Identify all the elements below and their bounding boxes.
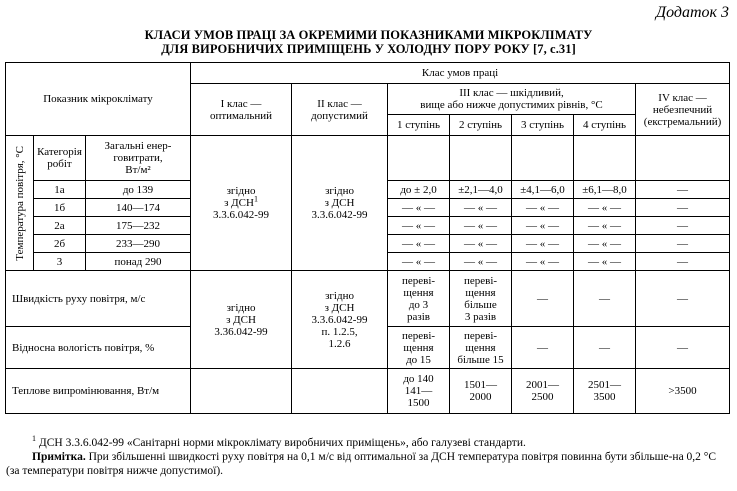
class-4-cell: — — [636, 253, 730, 271]
therm-d2-l2: 2000 — [469, 391, 492, 403]
empty-cell — [388, 136, 450, 181]
hum-d2-l1: переві- — [463, 329, 498, 342]
degree-2-cell: — « — — [450, 253, 512, 271]
sh-class2-l4: п. 1.2.5, — [321, 325, 358, 338]
header-class-2 — [292, 84, 388, 136]
class-1-name: І клас — — [220, 97, 262, 110]
degree-2-cell: — « — — [450, 235, 512, 253]
class-4-name: IV клас — — [658, 91, 707, 104]
degree-4-cell: — « — — [574, 235, 636, 253]
therm-d1-l2: 141— — [404, 385, 433, 397]
class-3-name: ІІІ клас — шкідливий, — [459, 87, 564, 99]
degree-3-cell — [512, 369, 574, 414]
energy-header — [86, 136, 191, 181]
degree-3-cell: — — [512, 327, 574, 369]
header-class-3 — [388, 84, 636, 115]
speed-d2-l2: щення — [465, 286, 496, 299]
degree-2-cell — [450, 369, 512, 414]
category-header-l2: робіт — [47, 158, 72, 170]
hum-d1-l2: щення — [403, 341, 434, 354]
appendix-label: Додаток 3 — [655, 4, 729, 21]
degree-3-cell: — « — — [512, 199, 574, 217]
class-4-cell: — — [636, 217, 730, 235]
energy-header-l3: Вт/м² — [125, 164, 151, 176]
sh-class1-l2: з ДСН — [226, 313, 256, 326]
category-cell: 1а — [34, 181, 86, 199]
category-header — [34, 136, 86, 181]
air-speed-label: Швидкість руху повітря, м/с — [6, 271, 191, 327]
degree-2-cell: — « — — [450, 217, 512, 235]
title-line-1: КЛАСИ УМОВ ПРАЦІ ЗА ОКРЕМИМИ ПОКАЗНИКАМИ МІКРОКЛІМАТУ — [144, 28, 593, 42]
class-3-desc: вище або нижче допустимих рівнів, °С — [420, 99, 603, 111]
category-cell: 2б — [34, 235, 86, 253]
speed-humidity-class-2 — [292, 271, 388, 369]
class-4-cell: — — [636, 271, 730, 327]
degree-1-cell: — « — — [388, 217, 450, 235]
therm-d4-l1: 2501— — [588, 379, 622, 391]
notes — [6, 436, 730, 478]
speed-d2-l3: більше — [464, 298, 497, 311]
table-title — [0, 28, 737, 56]
energy-header-l1: Загальні енер- — [104, 140, 172, 152]
temperature-class-1 — [191, 136, 292, 271]
degree-2-cell — [450, 271, 512, 327]
category-cell: 3 — [34, 253, 86, 271]
temp-class1-l2: з ДСН — [224, 197, 254, 209]
header-class-1 — [191, 84, 292, 136]
note-text: При збільшенні швидкості руху повітря на 0,1 м/с від оптимальної за ДСН температура повітря повинна бути збільше-на 0,2 °С (за температури повітря нижче допустимої). — [6, 451, 717, 477]
temp-class1-l1: згідно — [226, 185, 256, 197]
class-4-cell: — — [636, 199, 730, 217]
category-cell: 2а — [34, 217, 86, 235]
class-1-desc: оптимальний — [209, 109, 273, 122]
footnote-marker: 1 — [32, 434, 36, 444]
header-degree-2: 2 ступінь — [450, 115, 512, 136]
degree-3-cell: — — [512, 271, 574, 327]
header-work-class: Клас умов праці — [191, 63, 730, 84]
hum-d1-l1: переві- — [401, 329, 436, 342]
class-4-cell: — — [636, 181, 730, 199]
temperature-label-text: Температура повітря, °С — [13, 145, 26, 261]
degree-1-cell — [388, 271, 450, 327]
title-line-2: ДЛЯ ВИРОБНИЧИХ ПРИМІЩЕНЬ У ХОЛОДНУ ПОРУ РОКУ [7, с.31] — [161, 42, 576, 56]
sh-class1-l3: 3.36.042-99 — [214, 325, 268, 338]
microclimate-table — [5, 62, 730, 414]
therm-d4-l2: 3500 — [593, 391, 616, 403]
class-2-name: ІІ клас — — [317, 97, 362, 110]
degree-1-cell: — « — — [388, 199, 450, 217]
header-degree-4: 4 ступінь — [574, 115, 636, 136]
speed-humidity-class-1 — [191, 271, 292, 369]
note-label: Примітка. — [32, 451, 86, 463]
footnote-text: ДСН 3.3.6.042-99 «Санітарні норми мікроклімату виробничих приміщень», або галузеві стандарти. — [36, 437, 526, 449]
sh-class2-l2: з ДСН — [324, 301, 355, 314]
note — [6, 450, 730, 478]
category-header-l1: Категорія — [37, 146, 82, 158]
table-row — [6, 369, 730, 414]
header-indicator: Показник мікроклімату — [6, 63, 191, 136]
temp-class2-l1: згідно — [325, 185, 354, 197]
energy-header-l2: говитрати, — [113, 152, 163, 164]
speed-d2-l4: 3 разів — [464, 310, 497, 323]
degree-4-cell: ±6,1—8,0 — [574, 181, 636, 199]
degree-2-cell: ±2,1—4,0 — [450, 181, 512, 199]
class-4-cell: >3500 — [636, 369, 730, 414]
energy-cell: 175—232 — [86, 217, 191, 235]
degree-4-cell: — « — — [574, 253, 636, 271]
degree-1-cell: — « — — [388, 253, 450, 271]
humidity-label: Відносна вологість повітря, % — [6, 327, 191, 369]
energy-cell: 233—290 — [86, 235, 191, 253]
category-cell: 1б — [34, 199, 86, 217]
degree-1-cell — [388, 369, 450, 414]
speed-d1-l2: щення — [403, 286, 434, 299]
class-4-cell: — — [636, 235, 730, 253]
thermal-label: Теплове випромінювання, Вт/м — [6, 369, 191, 414]
temp-class1-l3: 3.3.6.042-99 — [213, 209, 269, 221]
header-class-4 — [636, 84, 730, 136]
empty-cell — [292, 369, 388, 414]
energy-cell: понад 290 — [86, 253, 191, 271]
temperature-row-label — [6, 136, 34, 271]
therm-d2-l1: 1501— — [464, 379, 498, 391]
empty-cell — [512, 136, 574, 181]
therm-d3-l1: 2001— — [526, 379, 560, 391]
therm-d3-l2: 2500 — [531, 391, 554, 403]
temperature-class-2 — [292, 136, 388, 271]
temp-class2-l2: з ДСН — [324, 197, 355, 209]
hum-d2-l3: більше 15 — [457, 353, 504, 366]
degree-3-cell: — « — — [512, 253, 574, 271]
degree-4-cell: — — [574, 271, 636, 327]
degree-2-cell: — « — — [450, 199, 512, 217]
degree-1-cell: до ± 2,0 — [388, 181, 450, 199]
therm-d1-l1: до 140 — [403, 373, 434, 385]
hum-d1-l3: до 15 — [406, 353, 431, 366]
degree-1-cell: — « — — [388, 235, 450, 253]
degree-4-cell: — « — — [574, 217, 636, 235]
degree-3-cell: — « — — [512, 217, 574, 235]
header-degree-1: 1 ступінь — [388, 115, 450, 136]
degree-3-cell: — « — — [512, 235, 574, 253]
footnote-ref: 1 — [253, 194, 258, 204]
header-degree-3: 3 ступінь — [512, 115, 574, 136]
sh-class2-l5: 1.2.6 — [328, 337, 351, 350]
degree-2-cell — [450, 327, 512, 369]
energy-cell: 140—174 — [86, 199, 191, 217]
empty-cell — [191, 369, 292, 414]
temp-class2-l3: 3.3.6.042-99 — [311, 209, 368, 221]
hum-d2-l2: щення — [465, 341, 496, 354]
energy-cell: до 139 — [86, 181, 191, 199]
class-2-desc: допустимий — [311, 109, 368, 122]
empty-cell — [574, 136, 636, 181]
speed-d1-l4: разів — [407, 310, 430, 323]
therm-d1-l3: 1500 — [407, 397, 430, 409]
degree-1-cell — [388, 327, 450, 369]
degree-3-cell: ±4,1—6,0 — [512, 181, 574, 199]
class-4-cell: — — [636, 327, 730, 369]
empty-cell — [450, 136, 512, 181]
sh-class1-l1: згідно — [226, 301, 256, 314]
sh-class2-l3: 3.3.6.042-99 — [311, 313, 368, 326]
class-4-desc: небезпечний — [652, 103, 713, 116]
speed-d1-l1: переві- — [401, 274, 436, 287]
degree-4-cell: — « — — [574, 199, 636, 217]
empty-cell — [636, 136, 730, 181]
footnote — [6, 436, 730, 450]
degree-4-cell: — — [574, 327, 636, 369]
degree-4-cell — [574, 369, 636, 414]
table-row — [6, 271, 730, 327]
speed-d2-l1: переві- — [463, 274, 498, 287]
class-4-extra: (екстремальний) — [643, 115, 722, 128]
sh-class2-l1: згідно — [325, 289, 354, 302]
speed-d1-l3: до 3 — [408, 298, 429, 311]
